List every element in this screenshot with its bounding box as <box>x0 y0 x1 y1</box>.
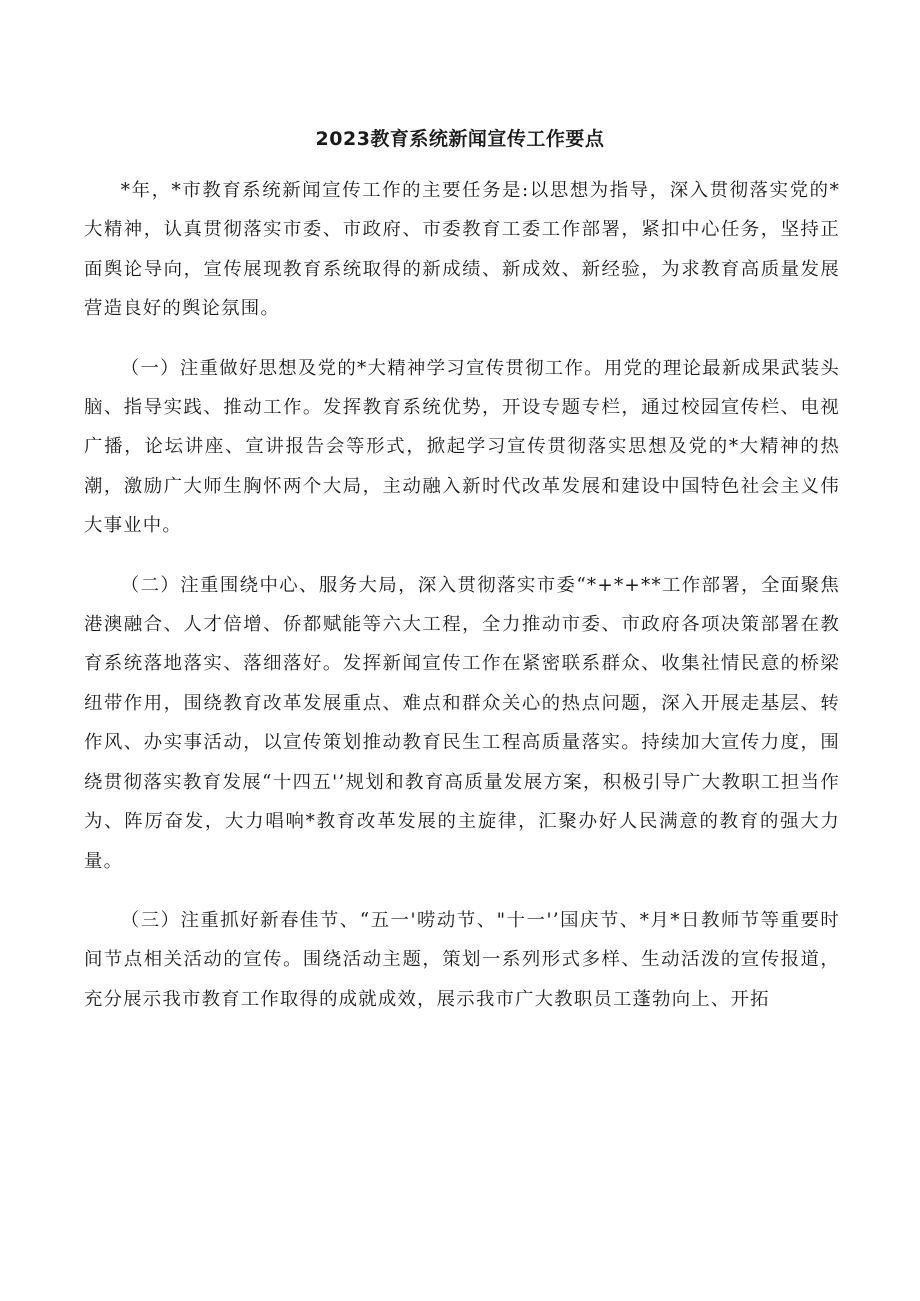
paragraph-section-1: （一）注重做好思想及党的*大精神学习宣传贯彻工作。用党的理论最新成果武装头脑、指导实践、推动工作。发挥教育系统优势，开设专题专栏，通过校园宣传栏、电视广播，论坛讲座、宣讲报告会等形式，掀起学习宣传贯彻落实思想及党的*大精神的热潮，激励广大师生胸怀两个大局，主动融入新时代改革发展和建设中国特色社会主义伟大事业中。 <box>84 357 840 537</box>
paragraph-section-3: （三）注重抓好新春佳节、“五一'唠动节、"十一'’国庆节、*月*日教师节等重要时间节点相关活动的宣传。围绕活动主题，策划一系列形式多样、生动活泼的宣传报道，充分展示我市教育工作取得的成就成效，展示我市广大教职员工蓬勃向上、开拓 <box>84 909 840 1010</box>
document-body <box>84 171 840 1039</box>
paragraph-intro: *年，*市教育系统新闻宣传工作的主要任务是:以思想为指导，深入贯彻落实党的*大精神，认真贯彻落实市委、市政府、市委教育工委工作部署，紧扣中心任务，坚持正面舆论导向，宣传展现教育系统取得的新成绩、新成效、新经验，为求教育高质量发展营造良好的舆论氛围。 <box>84 180 840 320</box>
document-title: 2023教育系统新闻宣传工作要点 <box>315 128 605 150</box>
paragraph-section-2: （二）注重围绕中心、服务大局，深入贯彻落实市委“*+*+**工作部署，全面聚焦港澳融合、人才倍增、侨都赋能等六大工程，全力推动市委、市政府各项决策部署在教育系统落地落实、落细落好。发挥新闻宣传工作在紧密联系群众、收集社情民意的桥梁纽带作用，围绕教育改革发展重点、难点和群众关心的热点问题，深入开展走基层、转作风、办实事活动，以宣传策划推动教育民生工程高质量落实。持续加大宣传力度，围绕贯彻落实教育发展“十四五'’规划和教育高质量发展方案，积极引导广大教职工担当作为、阵厉奋发，大力唱响*教育改革发展的主旋律，汇聚办好人民满意的教育的强大力量。 <box>84 574 840 872</box>
